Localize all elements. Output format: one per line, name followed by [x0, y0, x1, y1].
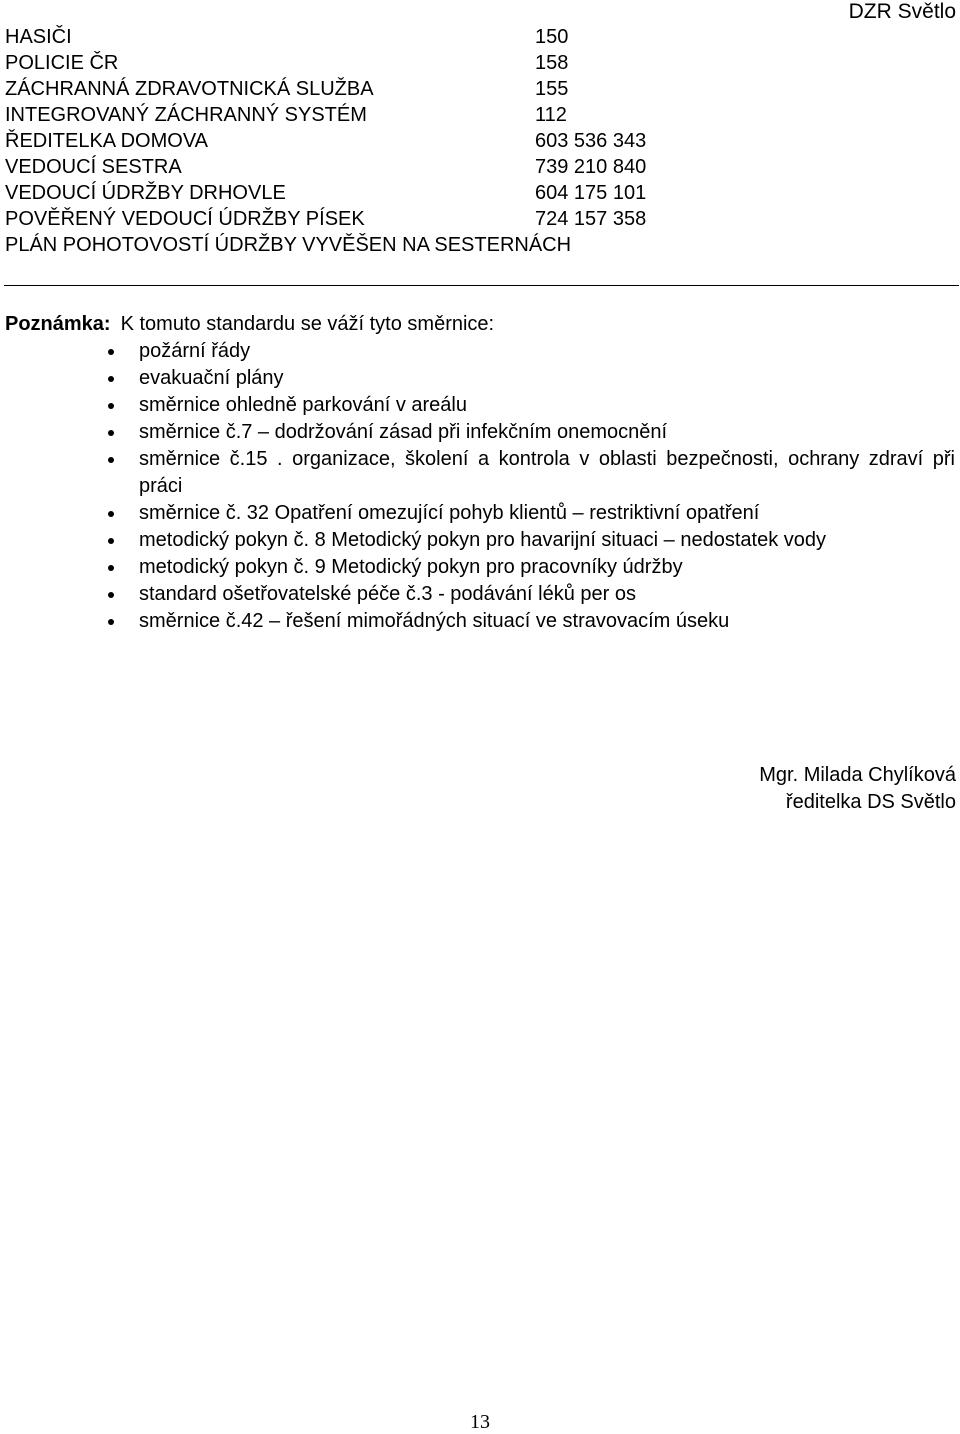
bullet-icon	[108, 403, 114, 409]
list-item	[0, 338, 960, 365]
bullet-icon	[108, 619, 114, 625]
contact-name: PLÁN POHOTOVOSTÍ ÚDRŽBY VYVĚŠEN NA SESTERNÁCH	[5, 234, 572, 256]
related-directives-list	[0, 338, 960, 635]
contact-number: 112	[535, 104, 567, 126]
bullet-icon	[108, 538, 114, 544]
contact-number: 158	[535, 52, 569, 74]
contact-name: VEDOUCÍ SESTRA	[5, 156, 182, 178]
contact-name: POVĚŘENÝ VEDOUCÍ ÚDRŽBY PÍSEK	[5, 208, 365, 230]
signatory-name: Mgr. Milada Chylíková	[759, 764, 956, 786]
contact-row-head-nurse	[5, 154, 705, 180]
contact-name: ZÁCHRANNÁ ZDRAVOTNICKÁ SLUŽBA	[5, 78, 374, 100]
contact-number: 603 536 343	[535, 130, 647, 152]
bullet-icon	[108, 376, 114, 382]
contact-name: INTEGROVANÝ ZÁCHRANNÝ SYSTÉM	[5, 104, 367, 126]
list-item	[0, 419, 960, 446]
note-label: Poznámka:	[5, 313, 111, 335]
contact-name: POLICIE ČR	[5, 52, 119, 74]
contact-row-police	[5, 50, 705, 76]
list-item	[0, 581, 960, 608]
list-item-text: evakuační plány	[139, 367, 284, 389]
contact-row-maintenance-pisek	[5, 206, 705, 232]
contact-number: 150	[535, 26, 569, 48]
signature-block	[759, 762, 956, 816]
note-intro: K tomuto standardu se váží tyto směrnice:	[120, 313, 495, 335]
contact-number: 724 157 358	[535, 208, 647, 230]
list-item-text: směrnice č. 32 Opatření omezující pohyb klientů – restriktivní opatření	[139, 502, 760, 524]
contact-name: VEDOUCÍ ÚDRŽBY DRHOVLE	[5, 182, 286, 204]
contact-row-director	[5, 128, 705, 154]
signatory-title: ředitelka DS Světlo	[785, 791, 956, 813]
list-item	[0, 392, 960, 419]
list-item-text: metodický pokyn č. 9 Metodický pokyn pro pracovníky údržby	[139, 556, 683, 578]
list-item	[0, 446, 960, 500]
bullet-icon	[108, 511, 114, 517]
contact-name: HASIČI	[5, 26, 72, 48]
organization-name: DZR Světlo	[848, 0, 956, 23]
list-item-text: metodický pokyn č. 8 Metodický pokyn pro havarijní situaci – nedostatek vody	[139, 529, 827, 551]
contact-name: ŘEDITELKA DOMOVA	[5, 130, 209, 152]
contact-number: 739 210 840	[535, 156, 647, 178]
contact-row-fire	[5, 24, 705, 50]
contact-number: 155	[535, 78, 569, 100]
list-item-text: směrnice č.42 – řešení mimořádných situací ve stravovacím úseku	[139, 610, 730, 632]
emergency-contacts-list	[5, 24, 705, 258]
bullet-icon	[108, 592, 114, 598]
list-item-text: směrnice č.15 . organizace, školení a kontrola v oblasti bezpečnosti, ochrany zdraví při práci	[139, 448, 955, 497]
bullet-icon	[108, 430, 114, 436]
list-item	[0, 500, 960, 527]
list-item-text: směrnice č.7 – dodržování zásad při infekčním onemocnění	[139, 421, 668, 443]
list-item	[0, 554, 960, 581]
page-number: 13	[470, 1411, 490, 1433]
bullet-icon	[108, 349, 114, 355]
note-heading	[5, 311, 494, 337]
horizontal-divider	[4, 285, 959, 286]
list-item-text: standard ošetřovatelské péče č.3 - podávání léků per os	[139, 583, 636, 605]
bullet-icon	[108, 565, 114, 571]
list-item	[0, 608, 960, 635]
contact-row-maintenance-drhovle	[5, 180, 705, 206]
contact-row-on-call-plan	[5, 232, 705, 258]
list-item-text: směrnice ohledně parkování v areálu	[139, 394, 467, 416]
bullet-icon	[108, 457, 114, 463]
list-item	[0, 527, 960, 554]
contact-row-integrated-rescue	[5, 102, 705, 128]
contact-number: 604 175 101	[535, 182, 647, 204]
list-item-text: požární řády	[139, 340, 251, 362]
contact-row-ambulance	[5, 76, 705, 102]
list-item	[0, 365, 960, 392]
